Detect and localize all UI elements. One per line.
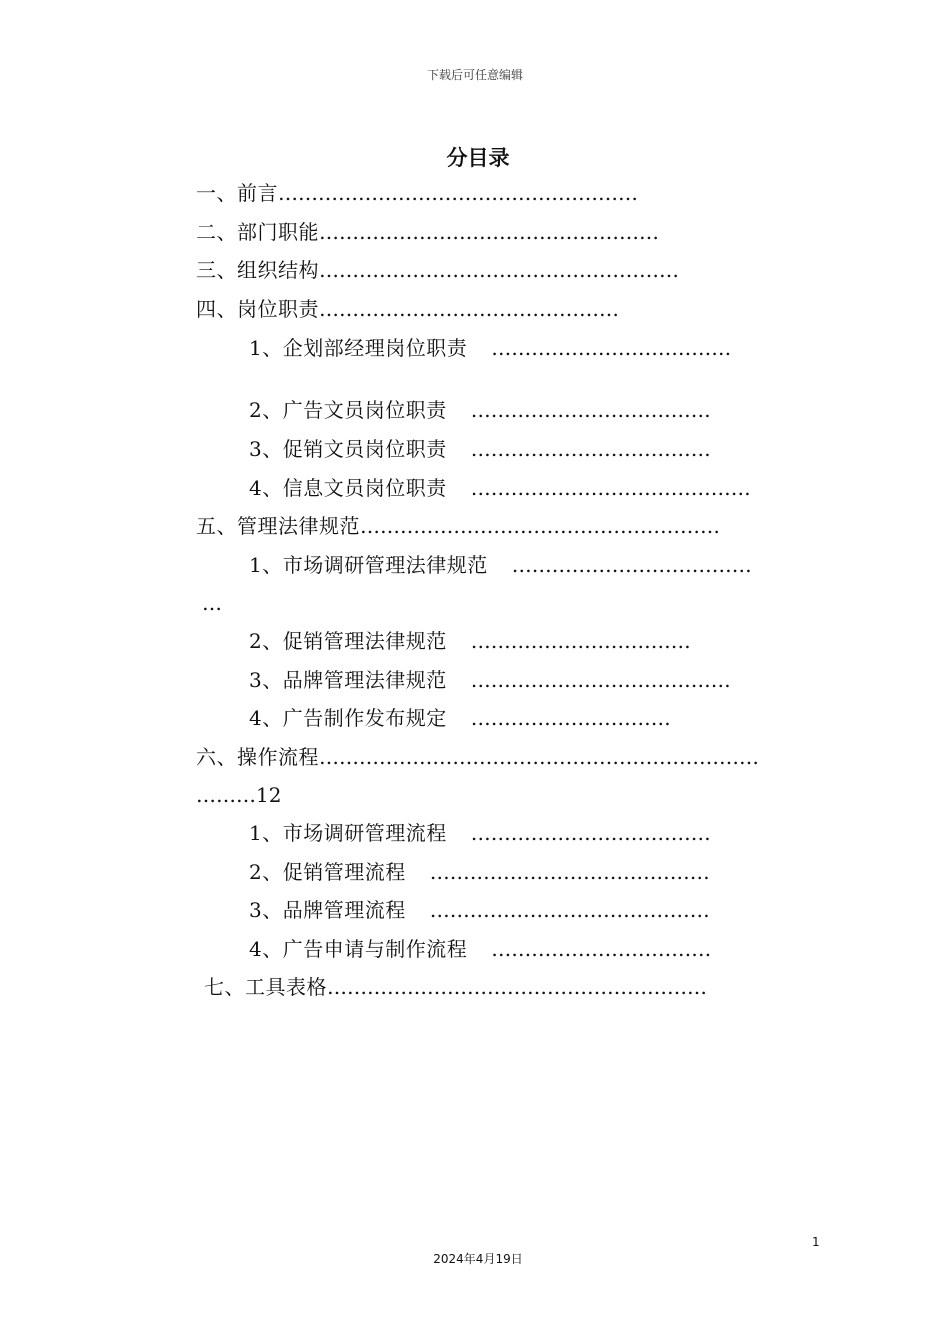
toc-entry-leader: ……………………………………………… [360,514,720,538]
toc-entry-leader: …………………………………… [429,898,710,922]
footer-date: 2024年4月19日 [433,1252,523,1266]
document-title: 分目录 [446,145,510,170]
toc-entry-leader: ………………………………………………………… [319,745,759,769]
toc-entry-promotion-process [249,859,710,885]
toc-entry-market-research-norms [249,552,752,578]
toc-entry-planning-manager-duties [249,335,731,361]
toc-entry-label: 1、企划部经理岗位职责 [249,336,468,360]
toc-entry-label: 4、广告制作发布规定 [249,706,447,730]
toc-entry-leader: ……………………………… [470,398,711,422]
toc-entry-leader: ……………………………… [491,336,732,360]
toc-entry-leader: …………………………………… [470,476,751,500]
toc-entry-label: 3、品牌管理法律规范 [249,668,447,692]
toc-entry-label: 1、市场调研管理法律规范 [249,553,488,577]
toc-entry-label: 2、促销管理流程 [249,860,406,884]
toc-entry-leader: ……………………………………………… [278,181,638,205]
toc-entry-leader: ………………………………………………… [327,975,707,999]
toc-entry-label: 四、岗位职责 [196,297,319,321]
toc-entry-market-research-process [249,820,711,846]
toc-entry-label: 六、操作流程 [196,745,319,769]
toc-entry-leader: …………………………… [470,629,691,653]
toc-entry-organization [196,257,679,283]
toc-entry-leader: … [202,591,222,615]
toc-entry-label: 1、市场调研管理流程 [249,821,447,845]
toc-entry-operation-process [196,744,759,770]
toc-entry-leader: ……………………………………… [319,297,619,321]
toc-entry-label: 一、前言 [196,181,278,205]
toc-entry-promotion-norms [249,628,691,654]
toc-entry-promotion-clerk-duties [249,436,711,462]
toc-entry-label: 五、管理法律规范 [196,514,360,538]
toc-entry-job-duties [196,296,619,322]
toc-entry-leader: ……………………………… [470,821,711,845]
toc-entry-brand-process [249,897,710,923]
toc-entry-label: 二、部门职能 [196,220,319,244]
toc-entry-operation-process-continued [196,782,281,808]
toc-entry-tool-forms [204,974,707,1000]
toc-entry-label: 4、信息文员岗位职责 [249,476,447,500]
toc-entry-market-research-norms-continued [202,590,222,616]
toc-entry-label: 2、促销管理法律规范 [249,629,447,653]
toc-entry-brand-norms [249,667,731,693]
toc-entry-leader: …………………………………………… [319,220,659,244]
toc-entry-leader: …………………………………… [429,860,710,884]
toc-entry-leader: ………12 [196,783,282,807]
toc-entry-leader: ……………………………… [470,437,711,461]
toc-entry-leader: …………………………… [491,937,712,961]
toc-entry-management-norms [196,513,720,539]
toc-entry-leader: ………………………………… [470,668,731,692]
toc-entry-advertising-clerk-duties [249,397,711,423]
toc-entry-label: 2、广告文员岗位职责 [249,398,447,422]
toc-entry-label: 七、工具表格 [204,975,327,999]
toc-entry-label: 4、广告申请与制作流程 [249,937,468,961]
toc-entry-label: 3、品牌管理流程 [249,898,406,922]
toc-entry-label: 3、促销文员岗位职责 [249,437,447,461]
toc-entry-leader: ……………………………… [511,553,752,577]
toc-entry-advertising-process [249,936,711,962]
toc-entry-preface [196,180,638,206]
page-header-note: 下载后可任意编辑 [426,68,523,82]
toc-entry-department-functions [196,219,659,245]
page-number: 1 [812,1235,820,1249]
toc-entry-leader: ……………………………………………… [319,258,679,282]
toc-entry-information-clerk-duties [249,475,751,501]
toc-entry-label: 三、组织结构 [196,258,319,282]
toc-entry-advertising-rules [249,705,671,731]
toc-entry-leader: ………………………… [470,706,671,730]
